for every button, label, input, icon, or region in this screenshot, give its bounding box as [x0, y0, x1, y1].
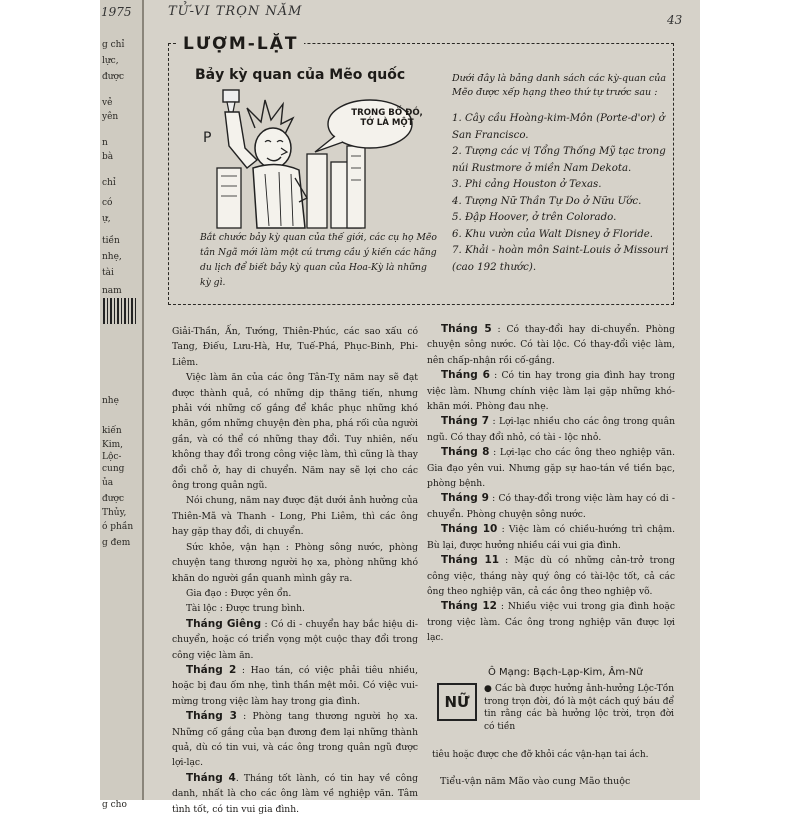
month-heading: Tháng 9: [441, 492, 489, 505]
binding-stitch-pattern: [103, 298, 137, 324]
list-item: 3. Phi cảng Houston ở Texas.: [452, 179, 602, 190]
month-text: : Mặc dù có những cản-trở trong công việc, tháng này quý ông có tài-lộc tốt, cả các ông theo nghiệp văn, cả các ông theo nghiệp võ.: [427, 555, 675, 597]
month-text: : Có di - chuyển hay bắc hiệu di-chuyển, hoặc có triển vọng một cuộc thay đổi trong công việc làm ăn.: [172, 618, 419, 661]
header-year: 1975: [101, 5, 132, 19]
month-heading: Tháng 5: [441, 323, 492, 335]
month-heading: Tháng 7: [441, 415, 490, 428]
previous-page-fragment: g đem: [102, 538, 131, 548]
list-item: 5. Đập Hoover, ở trên Colorado.: [452, 212, 617, 223]
right-background: [700, 0, 800, 800]
month-text: : Có tin hay trong gia đình hay trong việc làm. Nhưng chính việc làm lại gặp những khó-khăn mới. Phòng đau nhẹ.: [427, 370, 675, 413]
month-entry: [427, 368, 675, 414]
month-entry: [427, 414, 675, 445]
month-heading: Tháng 10: [441, 523, 498, 536]
previous-page-fragment: lực,: [102, 56, 119, 66]
article-title: Bảy kỳ quan của Mẽo quốc: [195, 67, 406, 83]
month-heading: Tháng 6: [441, 369, 490, 382]
previous-page-fragment: nam: [102, 286, 122, 296]
previous-page-fragment: được: [102, 72, 125, 82]
svg-text:P: P: [203, 130, 212, 146]
month-entry: [172, 617, 418, 663]
month-text: . Tháng tốt lành, có tin hay về công danh, nhất là cho các ông làm về nghiệp văn. Tâm tình tốt, có tin vui gia đình.: [172, 772, 418, 815]
previous-page-fragment: ó phần: [102, 522, 134, 532]
list-item: 6. Khu vườn của Walt Disney ở Floride.: [452, 228, 653, 240]
general-paragraph: Nói chung, năm nay được đặt dưới ảnh hưởng của Thiên-Mã và Thanh - Long, Phi Liêm, thì các ông hay gặp thay đổi, di chuyển.: [172, 495, 418, 538]
previous-page-fragment: Lộc-: [102, 452, 122, 462]
month-text: : Phòng tang thương người họ xa. Những cố gắng của bạn đương đem lại những thành quả, dù có tin vui, và các ông trong quân ngũ được lợi-lạc.: [172, 711, 418, 769]
month-text: : Nhiều việc vui trong gia đình hoặc trong việc làm. Các ông trong nghiệp văn được lợi lạc.: [427, 601, 676, 644]
health-paragraph: Sức khỏe, vận hạn : Phòng sông nước, phòng chuyện tang thương người họ xa, phòng những khó khăn do người gần quanh mình gây ra.: [172, 541, 418, 584]
list-intro: Dưới đây là bảng danh sách các kỳ-quan của Mẽo được xếp hạng theo thứ tự trước sau :: [452, 73, 667, 98]
previous-page-fragment: nhẹ: [102, 396, 119, 406]
career-paragraph: Việc làm ăn của các ông Tân-Tỵ năm nay sẽ đạt được thành quả, có những dịp thăng tiến, nhưng phải với những cố gắng để khắc phục những khó khăn, gồm những chuyện đèn pha, phá rối của người gần, và có thể có những thay đổi. Tuy nhiên, nếu không thay đổi trong công việc làm, thì cũng là thay đổi chỗ ở, hay di chuyển. Năm nay sẽ lợi cho các ông trong quân ngũ.: [172, 372, 418, 492]
header-title: TỬ-VI TRỌN NĂM: [168, 4, 303, 19]
box-section-label: LƯỢM-LẶT: [177, 34, 304, 54]
page-number: 43: [667, 13, 683, 27]
previous-page-fragment: n: [102, 138, 108, 148]
female-paragraph-continued: tiêu hoặc được che đỡ khỏi các vận-hạn tai ách.: [432, 750, 649, 760]
month-heading: Tháng Giêng: [186, 617, 262, 630]
previous-page-fragment: yên: [102, 112, 119, 122]
month-entry: [427, 599, 675, 645]
previous-page-fragment: ủa: [102, 478, 114, 488]
wealth-line: Tài lộc : Được trung bình.: [186, 603, 305, 615]
month-heading: Tháng 8: [441, 446, 490, 459]
previous-page-fragment: nhẹ,: [102, 252, 122, 262]
previous-page-fragment: g chỉ: [102, 40, 125, 50]
previous-page-fragment: g cho: [102, 800, 127, 810]
left-column: [172, 324, 418, 817]
month-heading: Tháng 2: [186, 663, 237, 676]
month-heading: Tháng 4: [186, 771, 236, 784]
month-text: : Có thay-đổi trong việc làm hay có di - chuyển. Phòng chuyện sông nước.: [427, 493, 675, 520]
month-entry: [427, 322, 675, 368]
previous-page-fragment: tiền: [102, 236, 120, 246]
stars-paragraph: Giải-Thần, Ấn, Tướng, Thiên-Phúc, các sao xấu có Tang, Điếu, Lưu-Hà, Hư, Tuế-Phá, Phục-Binh, Phi-Liêm.: [172, 326, 418, 368]
family-line: Gia đạo : Được yên ổn.: [186, 587, 292, 599]
month-entry: [427, 491, 675, 522]
month-entry: [427, 445, 675, 491]
month-text: : Có thay-đổi hay di-chuyển. Phòng chuyện sông nước. Có tài lộc. Có thay-đổi việc làm, nên chấp-nhận rồi cố-gắng.: [427, 324, 675, 366]
female-paragraph: ● Các bà được hưởng ảnh-hưởng Lộc-Tồn trong trọn đời, đó là một cách quý báu để tin rằng các bà hưởng lộc trời, trọn đời có tiền: [484, 684, 674, 732]
wonders-list: [452, 111, 674, 276]
previous-page-fragment: chỉ: [102, 178, 116, 188]
month-text: : Lợi-lạc nhiều cho các ông trong quân ngũ. Có thay đổi nhỏ, có tài - lộc nhỏ.: [427, 416, 675, 443]
list-item: 2. Tượng các vị Tổng Thống Mỹ tạc trong núi Rustmore ở miền Nam Dekota.: [452, 146, 666, 174]
speech-bubble-text: TRONG BỐ ĐÓ, TỚ LÀ MỘT: [351, 108, 423, 128]
previous-page-fragment: cung: [102, 464, 125, 474]
month-entry: [427, 522, 675, 553]
month-entry: [427, 553, 675, 599]
previous-page-fragment: Kim,: [102, 440, 123, 450]
month-entry: [172, 663, 418, 709]
illustration-caption: Bắt chước bảy kỳ quan của thế giới, các cụ họ Mẽo tân Ngã mới làm một cú trưng cầu ý kiến các hãng du lịch để biết bảy kỳ quan của Hoa-Kỳ là những kỳ gì.: [200, 232, 437, 288]
right-column: [427, 322, 675, 646]
month-entry: [172, 709, 418, 771]
previous-page-fragment: tài: [102, 268, 114, 278]
female-minor-cycle-line: Tiểu-vận năm Mão vào cung Mão thuộc: [440, 776, 631, 787]
month-entry: [172, 771, 418, 817]
previous-page-fragment: Thủy,: [102, 508, 127, 518]
previous-page-edge: [100, 0, 144, 810]
list-item: 4. Tượng Nữ Thần Tự Do ở Nữu Ước.: [452, 195, 642, 207]
previous-page-fragment: vẻ: [102, 98, 113, 108]
previous-page-fragment: ự,: [102, 214, 111, 224]
month-heading: Tháng 11: [441, 554, 500, 567]
previous-page-fragment: có: [102, 198, 113, 208]
female-destiny-line: Ô Mạng: Bạch-Lạp-Kim, Âm-Nữ: [488, 667, 643, 678]
binding-shadow: [0, 0, 100, 800]
previous-page-fragment: kiến: [102, 426, 122, 436]
month-text: : Hao tán, có việc phải tiêu nhiều, hoặc bị đau ốm nhẹ, tình thần mệt mỏi. Có việc vui-mừng trong việc làm hay trong gia đình.: [172, 664, 418, 707]
month-text: : Lợi-lạc cho các ông theo nghiệp văn. Gia đạo yên vui. Nhưng gặp sự hao-tán về tiền bạc, phòng bệnh.: [427, 447, 675, 490]
female-section-badge: NỮ: [437, 683, 477, 721]
month-heading: Tháng 3: [186, 710, 237, 723]
previous-page-fragment: bà: [102, 152, 114, 162]
previous-page-fragment: được: [102, 494, 125, 504]
list-item: 7. Khải - hoàn môn Saint-Louis ở Missouri (cao 192 thước).: [452, 245, 669, 273]
month-text: : Việc làm có chiều-hướng trì chậm. Bù lại, được hưởng nhiều cái vui gia đình.: [427, 524, 675, 551]
month-heading: Tháng 12: [441, 600, 497, 613]
list-item: 1. Cây cầu Hoàng-kim-Môn (Porte-d'or) ở San Francisco.: [452, 113, 665, 141]
